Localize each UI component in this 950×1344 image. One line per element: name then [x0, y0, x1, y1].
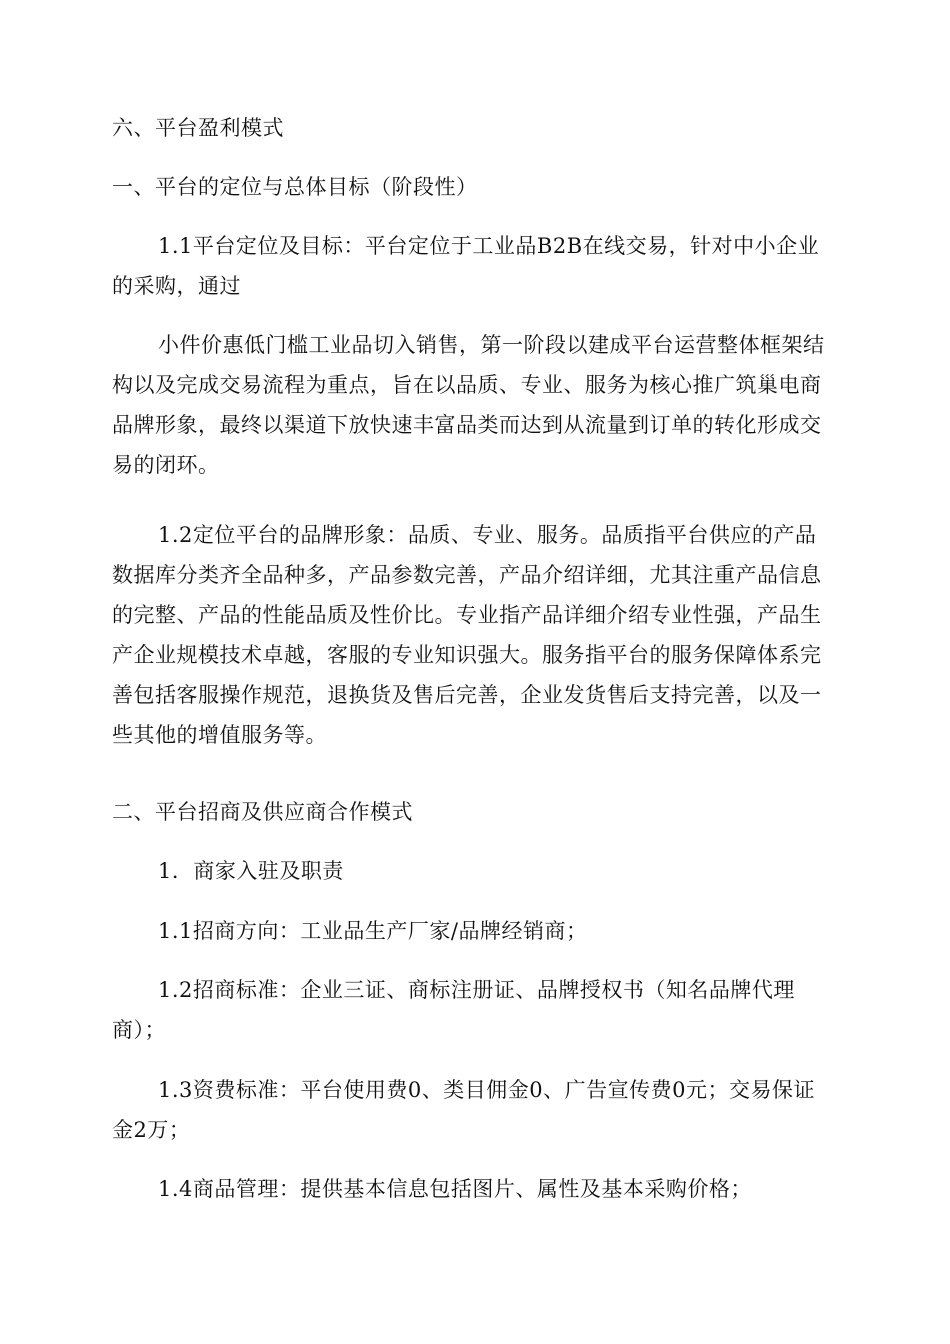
paragraph-brand-image: 1.2定位平台的品牌形象：品质、专业、服务。品质指平台供应的产品数据库分类齐全品种多，产品参数完善，产品介绍详细，尤其注重产品信息的完整、产品的性能品质及性价比。专业指产品详细介绍专业性强，产品生产企业规模技术卓越，客服的专业知识强大。服务指平台的服务保障体系完善包括客服操作规范，退换货及售后完善，企业发货售后支持完善，以及一些其他的增值服务等。	[112, 523, 822, 747]
section-heading-merchant: 二、平台招商及供应商合作模式	[112, 800, 413, 824]
section-heading-positioning: 一、平台的定位与总体目标（阶段性）	[112, 175, 478, 199]
paragraph-positioning-goal: 1.1平台定位及目标：平台定位于工业品B2B在线交易，针对中小企业的采购，通过	[112, 234, 820, 298]
paragraph-stage-one: 小件价惠低门槛工业品切入销售，第一阶段以建成平台运营整体框架结构以及完成交易流程为重点，旨在以品质、专业、服务为核心推广筑巢电商品牌形象，最终以渠道下放快速丰富品类而达到从流量到订单的转化形成交易的闭环。	[112, 333, 825, 477]
paragraph-merchant-direction: 1.1招商方向：工业品生产厂家/品牌经销商；	[158, 919, 588, 943]
paragraph-product-management: 1.4商品管理：提供基本信息包括图片、属性及基本采购价格；	[158, 1177, 752, 1201]
subheading-merchant-entry: 1．商家入驻及职责	[158, 859, 344, 883]
paragraph-fee-standard: 1.3资费标准：平台使用费0、类目佣金0、广告宣传费0元；交易保证金2万；	[112, 1078, 815, 1142]
section-heading-profit-model: 六、平台盈利模式	[112, 116, 284, 140]
paragraph-merchant-standard: 1.2招商标准：企业三证、商标注册证、品牌授权书（知名品牌代理商）；	[112, 978, 795, 1042]
